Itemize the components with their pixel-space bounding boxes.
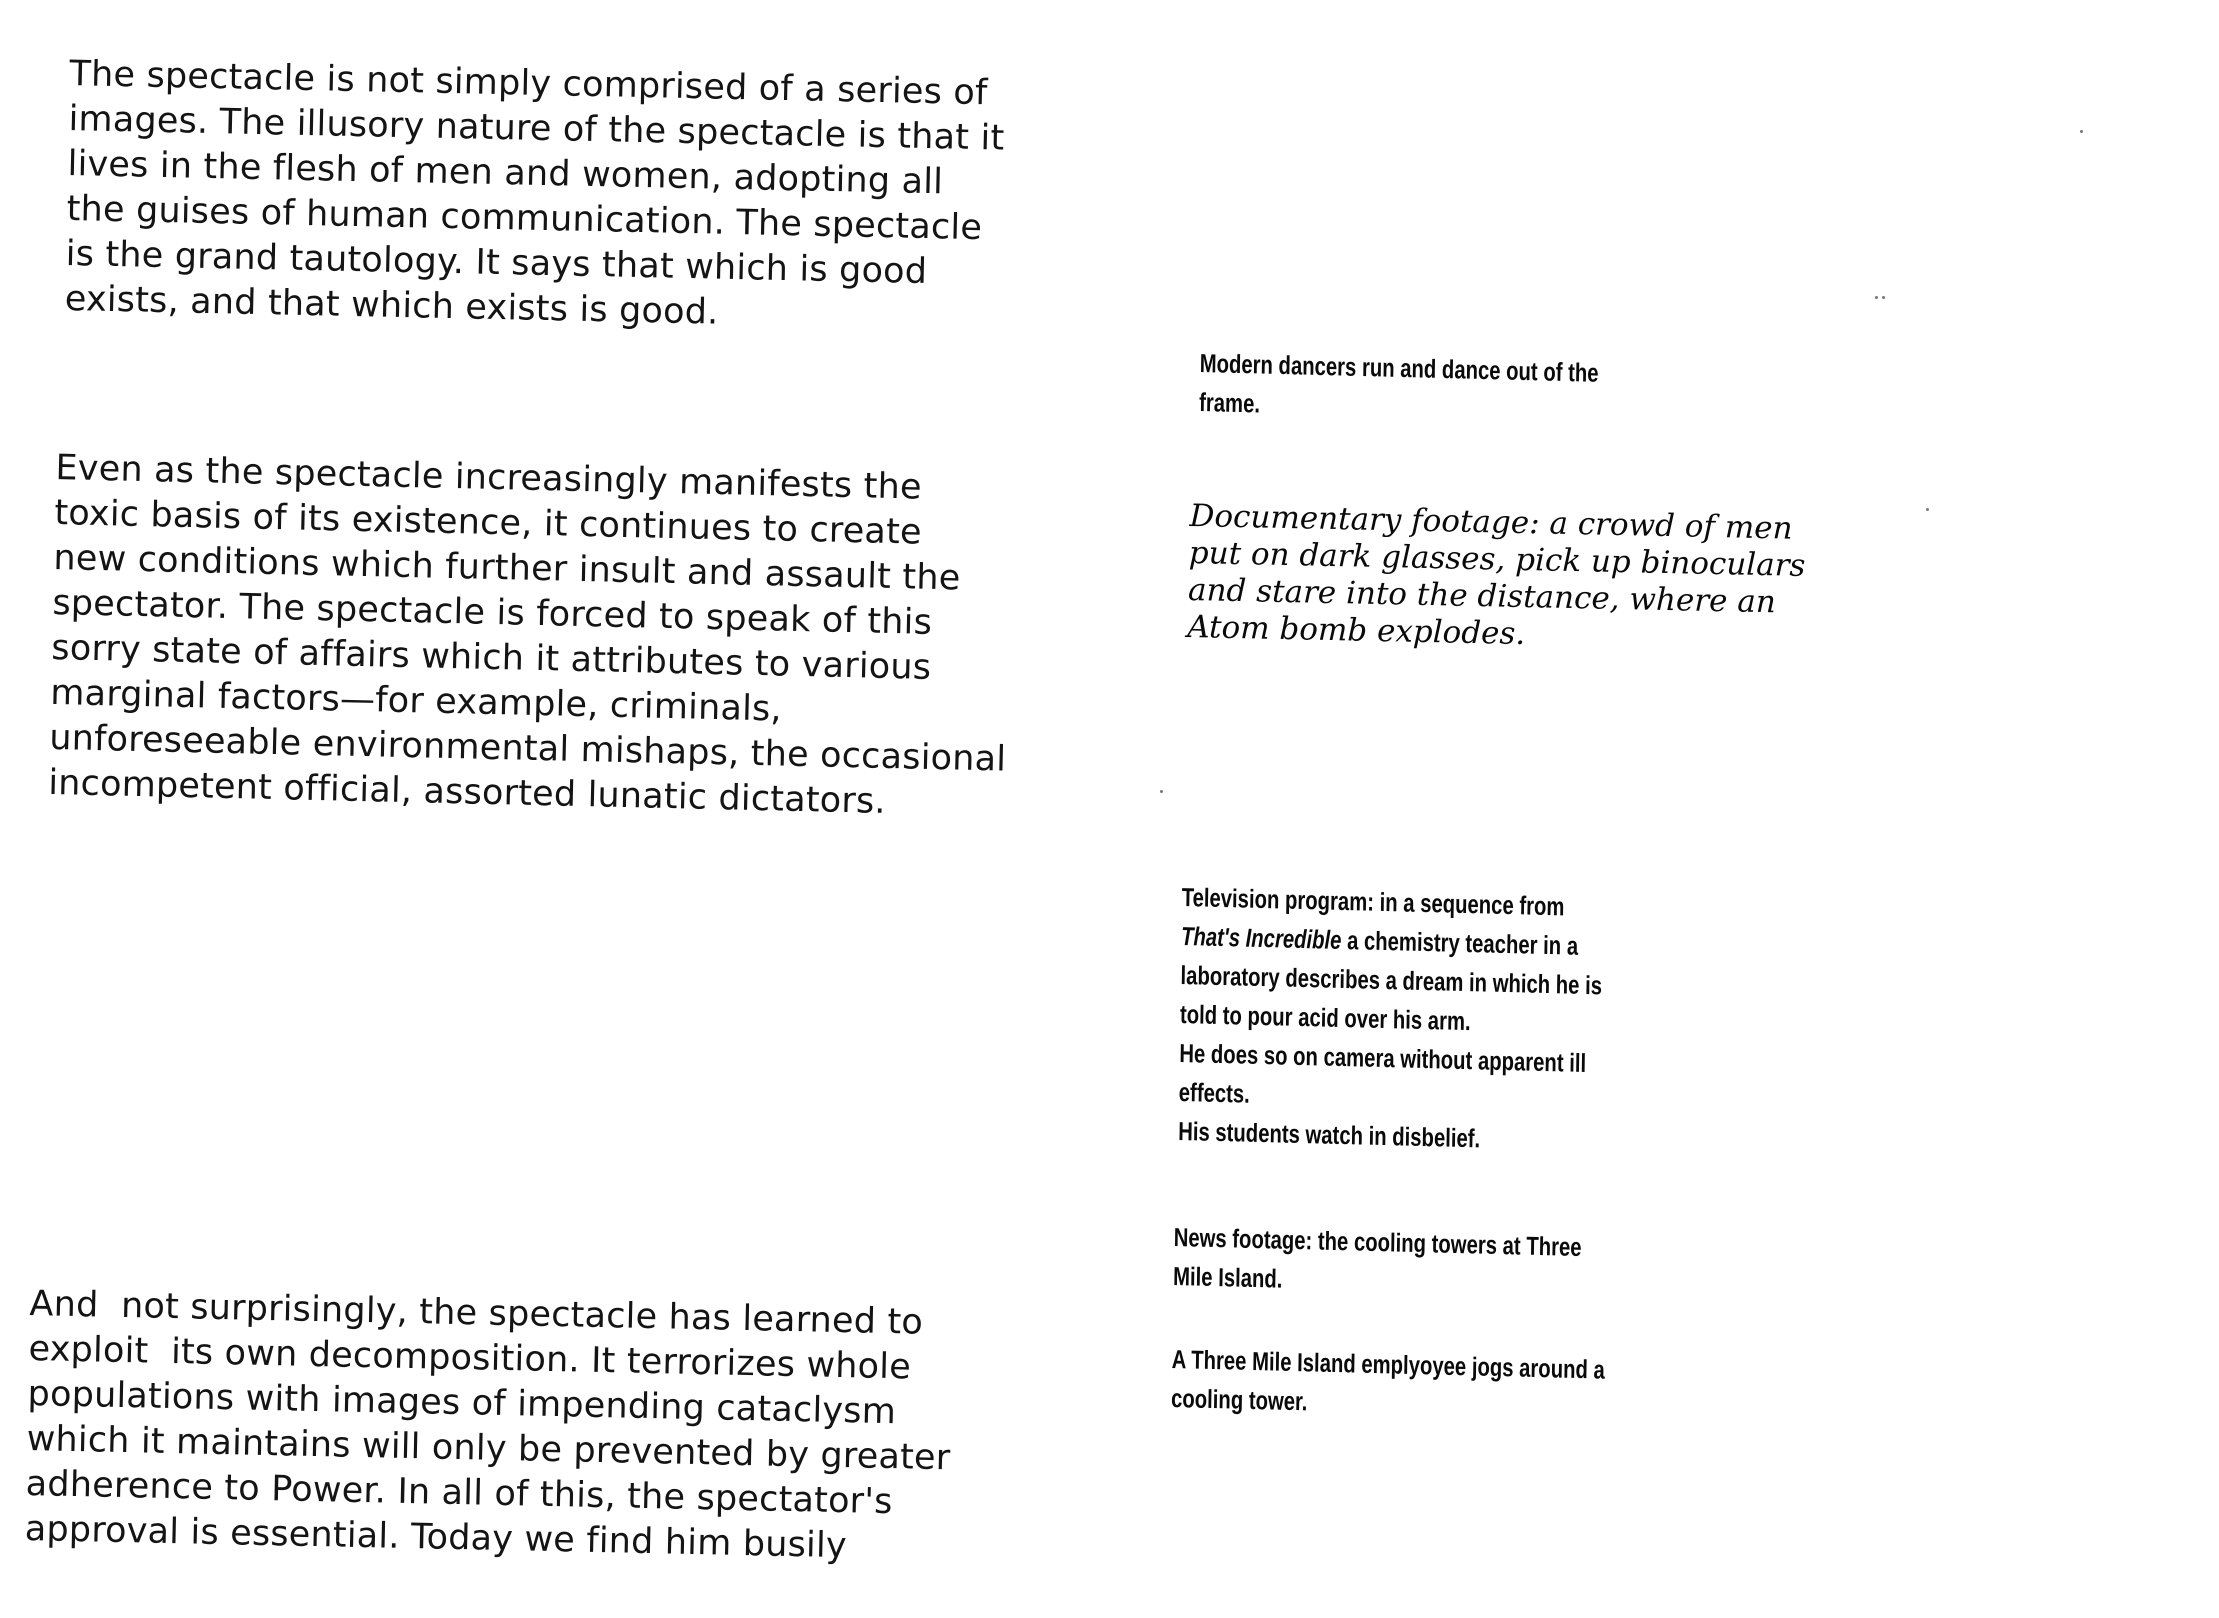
caption-line-rest: a chemistry teacher in a (1341, 924, 1579, 961)
scan-speck (1160, 790, 1163, 793)
text-line: populations with images of impending cataclysm (27, 1373, 897, 1433)
text-line: incompetent official, assorted lunatic dictators. (47, 762, 887, 822)
text-line: And not surprisingly, the spectacle has learned to (29, 1283, 924, 1343)
text-line: adherence to Power. In all of this, the spectator's (25, 1463, 893, 1523)
caption-line: Modern dancers run and dance out of the (1199, 347, 1599, 388)
caption-line: and stare into the distance, where an (1187, 571, 1777, 621)
caption-line: Documentary footage: a crowd of men (1189, 498, 1793, 547)
caption-line: News footage: the cooling towers at Three (1173, 1221, 1582, 1263)
caption-line: He does so on camera without apparent ill (1179, 1037, 1587, 1078)
scan-speck (2080, 130, 2083, 133)
caption-line: A Three Mile Island emplyoyee jogs around a (1171, 1343, 1605, 1385)
caption-news-footage (1173, 1218, 1582, 1306)
caption-line: frame. (1198, 386, 1261, 419)
caption-line: His students watch in disbelief. (1177, 1115, 1481, 1154)
text-line: approval is essential. Today we find him busily (24, 1508, 848, 1567)
caption-line: Television program: in a sequence from (1181, 881, 1565, 922)
scan-speck (1875, 296, 1878, 299)
caption-modern-dancers (1199, 344, 1599, 432)
text-line: images. The illusory nature of the spectacle is that it (68, 98, 1005, 159)
text-line: sorry state of affairs which it attributes to various (50, 627, 932, 688)
text-line: Even as the spectacle increasingly manifests the (55, 447, 923, 508)
caption-line: put on dark glasses, pick up binoculars (1188, 534, 1806, 584)
caption-line: Atom bomb explodes. (1186, 608, 1526, 653)
text-line: lives in the flesh of men and women, adopting all (67, 143, 944, 203)
paragraph-toxic-basis (48, 446, 1136, 830)
text-line: the guises of human communication. The spectacle (66, 188, 983, 249)
scan-speck (1926, 508, 1929, 511)
show-title: That's Incredible (1180, 920, 1342, 955)
caption-documentary-footage (1187, 498, 1807, 659)
text-line: exploit its own decomposition. It terrorizes whole (28, 1328, 912, 1388)
paragraph-decomposition (24, 1282, 1109, 1575)
text-line: unforeseeable environmental mishaps, the occasional (48, 717, 1007, 780)
scan-speck (1882, 296, 1885, 299)
text-line: The spectacle is not simply comprised of a series of (69, 53, 988, 114)
text-line: toxic basis of its existence, it continues to create (54, 492, 923, 553)
caption-line: Mile Island. (1172, 1260, 1283, 1294)
caption-line: cooling tower. (1170, 1382, 1308, 1417)
caption-employee-jogs (1171, 1340, 1605, 1429)
caption-line: laboratory describes a dream in which he is (1180, 959, 1603, 1001)
caption-line: effects. (1178, 1076, 1251, 1109)
text-line: exists, and that which exists is good. (64, 278, 719, 333)
paragraph-spectacle-images (64, 52, 1149, 345)
caption-television-program (1178, 878, 1604, 1161)
text-line: new conditions which further insult and assault the (53, 537, 961, 599)
text-line: marginal factors—for example, criminals, (49, 672, 783, 730)
text-line: spectator. The spectacle is forced to speak of this (51, 582, 933, 643)
caption-line: told to pour acid over his arm. (1179, 998, 1471, 1037)
text-line: which it maintains will only be prevented by greater (26, 1418, 951, 1479)
text-line: is the grand tautology. It says that which is good (65, 233, 928, 292)
